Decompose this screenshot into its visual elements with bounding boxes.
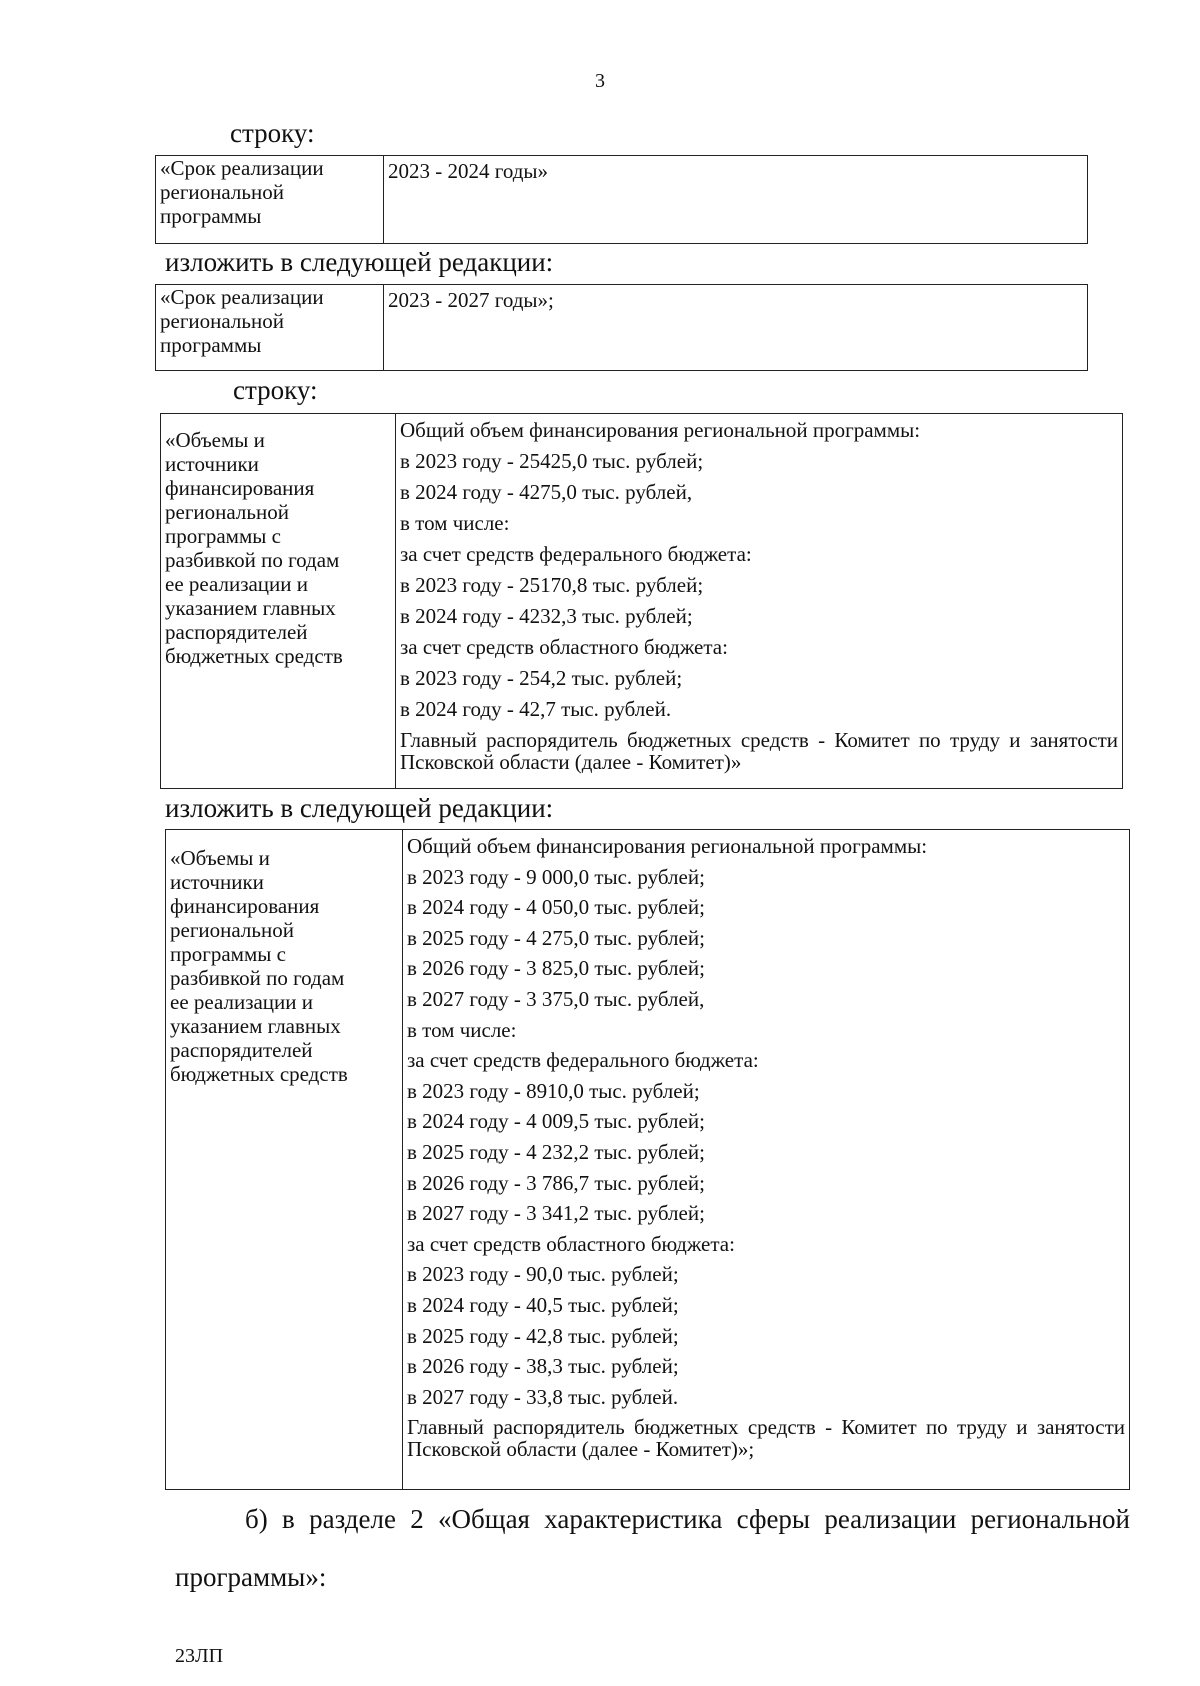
- funding-old-label: «Объемы и источники финансирования региональной программы с разбивкой по годам ее реализации и указанием главных распорядителей бюджетных средств: [161, 414, 396, 789]
- footer-code: 23ЛП: [175, 1645, 224, 1667]
- table-term-old: [155, 155, 1088, 244]
- page-number: 3: [595, 70, 605, 92]
- heading-stroku-1: строку:: [230, 118, 315, 148]
- table-funding-new: [165, 829, 1130, 1490]
- funding-old-value: Общий объем финансирования региональной программы: в 2023 году - 25425,0 тыс. рублей; в 2024 году - 4275,0 тыс. рублей, в том числе: за счет средств федерального бюджета: в 2023 году - 25170,8 тыс. рублей; в 2024 году - 4232,3 тыс. рублей; за счет средств областного бюджета: в 2023 году - 254,2 тыс. рублей; в 2024 году - 42,7 тыс. рублей. Главный распорядитель бюджетных средств - Комитет по труду и занятости Псковской области (далее - Комитет)»: [396, 414, 1123, 789]
- table-term-new: [155, 284, 1088, 371]
- term-old-label: «Срок реализации региональной программы: [156, 156, 384, 244]
- heading-new-edition-2: изложить в следующей редакции:: [165, 793, 554, 823]
- table-funding-old: [160, 413, 1123, 789]
- term-old-value: 2023 - 2024 годы»: [384, 156, 1088, 244]
- term-new-value: 2023 - 2027 годы»;: [384, 285, 1088, 371]
- term-new-label: «Срок реализации региональной программы: [156, 285, 384, 371]
- heading-new-edition-1: изложить в следующей редакции:: [165, 247, 554, 277]
- heading-stroku-2: строку:: [233, 375, 318, 405]
- funding-new-value: Общий объем финансирования региональной программы: в 2023 году - 9 000,0 тыс. рублей; в 2024 году - 4 050,0 тыс. рублей; в 2025 году - 4 275,0 тыс. рублей; в 2026 году - 3 825,0 тыс. рублей; в 2027 году - 3 375,0 тыс. рублей, в том числе: за счет средств федерального бюджета: в 2023 году - 8910,0 тыс. рублей; в 2024 году - 4 009,5 тыс. рублей; в 2025 году - 4 232,2 тыс. рублей; в 2026 году - 3 786,7 тыс. рублей; в 2027 году - 3 341,2 тыс. рублей; за счет средств областного бюджета: в 2023 году - 90,0 тыс. рублей; в 2024 году - 40,5 тыс. рублей; в 2025 году - 42,8 тыс. рублей; в 2026 году - 38,3 тыс. рублей; в 2027 году - 33,8 тыс. рублей. Главный распорядитель бюджетных средств - Комитет по труду и занятости Псковской области (далее - Комитет)»;: [403, 830, 1130, 1490]
- section-paragraph: б) в разделе 2 «Общая характеристика сферы реализации региональной программы»:: [175, 1504, 1130, 1592]
- funding-new-label: «Объемы и источники финансирования региональной программы с разбивкой по годам ее реализации и указанием главных распорядителей бюджетных средств: [166, 830, 403, 1490]
